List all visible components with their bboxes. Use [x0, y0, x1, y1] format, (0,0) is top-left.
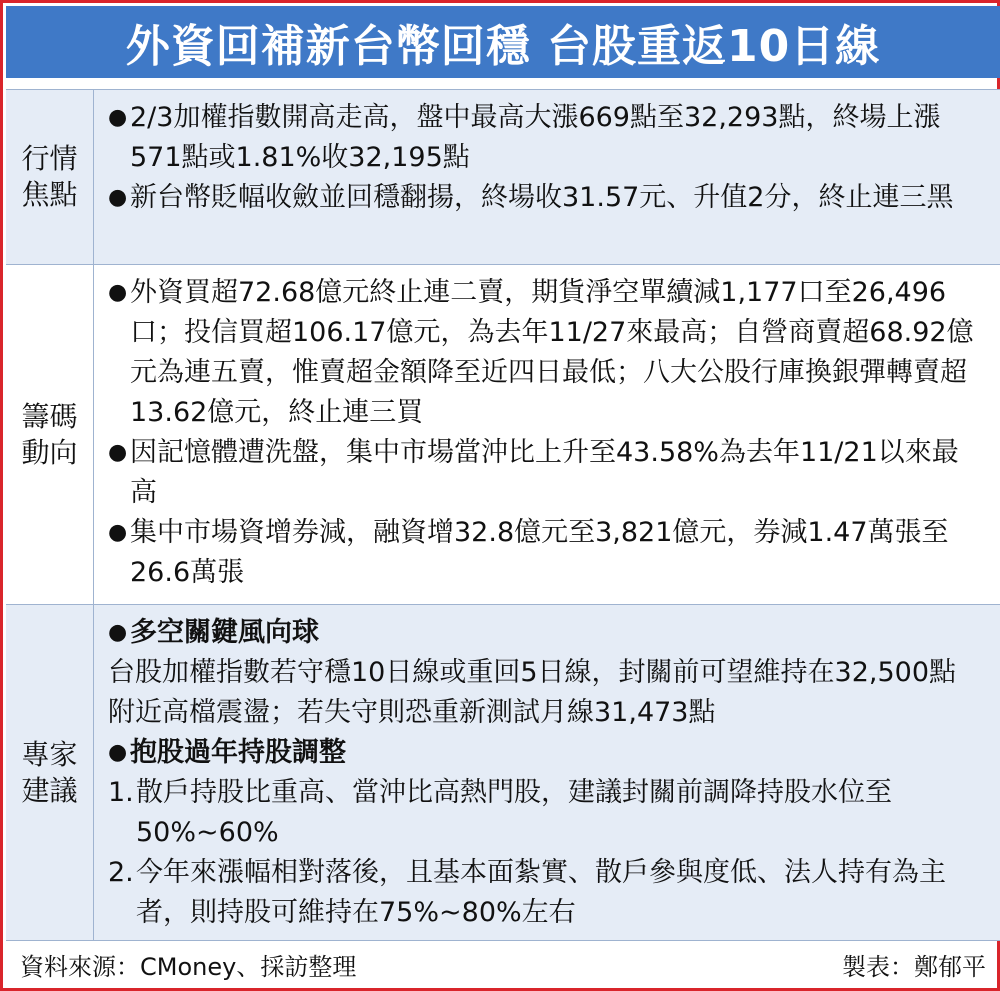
title-bar — [6, 6, 1000, 78]
numbered-item — [108, 853, 980, 933]
list-item — [108, 98, 980, 178]
bullet-icon: ● — [108, 520, 128, 545]
list-item — [108, 513, 980, 593]
list-item-text: 集中市場資增券減，融資增32.8億元至3,821億元，券減1.47萬張至26.6萬張 — [130, 517, 949, 588]
bullet-icon: ● — [108, 740, 128, 765]
section-expert-advice — [6, 604, 1000, 940]
list-item-text: 新台幣貶幅收斂並回穩翻揚，終場收31.57元、升值2分，終止連三黑 — [130, 182, 954, 213]
numbered-item-text: 今年來漲幅相對落後，且基本面紮實、散戶參與度低、法人持有為主者，則持股可維持在75%~80%左右 — [136, 857, 946, 928]
section-market-focus — [6, 89, 1000, 264]
list-item-text: 外資買超72.68億元終止連二賣，期貨淨空單續減1,177口至26,496口；投信買超106.17億元，為去年11/27來最高；自營商賣超68.92億元為連五賣，惟賣超金額降至近四日最低；八大公股行庫換銀彈轉賣超13.62億元，終止連三買 — [130, 277, 974, 428]
advice-paragraph: 台股加權指數若守穩10日線或重回5日線，封關前可望維持在32,500點附近高檔震盪；若失守則恐重新測試月線31,473點 — [108, 657, 957, 728]
list-item — [108, 178, 980, 218]
section-content — [94, 90, 1000, 264]
list-item — [108, 433, 980, 513]
section-label — [6, 605, 94, 940]
section-label-text: 行情焦點 — [21, 142, 78, 211]
section-label-text: 籌碼動向 — [21, 399, 78, 469]
source-credit: 資料來源：CMoney、採訪整理 — [20, 953, 357, 981]
footer — [6, 940, 1000, 988]
advice-heading — [108, 733, 980, 773]
numbered-item — [108, 773, 980, 853]
item-number: 2. — [108, 857, 134, 888]
bullet-icon: ● — [108, 280, 128, 305]
bullet-icon: ● — [108, 620, 128, 645]
bullet-icon: ● — [108, 185, 128, 210]
section-content — [94, 265, 1000, 604]
list-item-text: 2/3加權指數開高走高，盤中最高大漲669點至32,293點，終場上漲571點或1.81%收32,195點 — [130, 102, 941, 173]
bullet-icon: ● — [108, 105, 128, 130]
numbered-item-text: 散戶持股比重高、當沖比高熱門股，建議封關前調降持股水位至50%~60% — [136, 777, 892, 848]
advice-heading — [108, 613, 980, 653]
section-label — [6, 90, 94, 264]
bullet-icon: ● — [108, 440, 128, 465]
section-chip-flow — [6, 264, 1000, 604]
item-number: 1. — [108, 777, 134, 808]
list-item-text: 因記憶體遭洗盤，集中市場當沖比上升至43.58%為去年11/21以來最高 — [130, 437, 959, 508]
section-label-text: 專家建議 — [21, 737, 78, 807]
section-label — [6, 265, 94, 604]
advice-heading-text: 多空關鍵風向球 — [130, 617, 319, 648]
section-content — [94, 605, 1000, 940]
page-title: 外資回補新台幣回穩 台股重返10日線 — [125, 21, 881, 72]
maker-credit: 製表：鄭郁平 — [842, 953, 986, 981]
list-item — [108, 273, 980, 433]
advice-heading-text: 抱股過年持股調整 — [130, 737, 346, 768]
